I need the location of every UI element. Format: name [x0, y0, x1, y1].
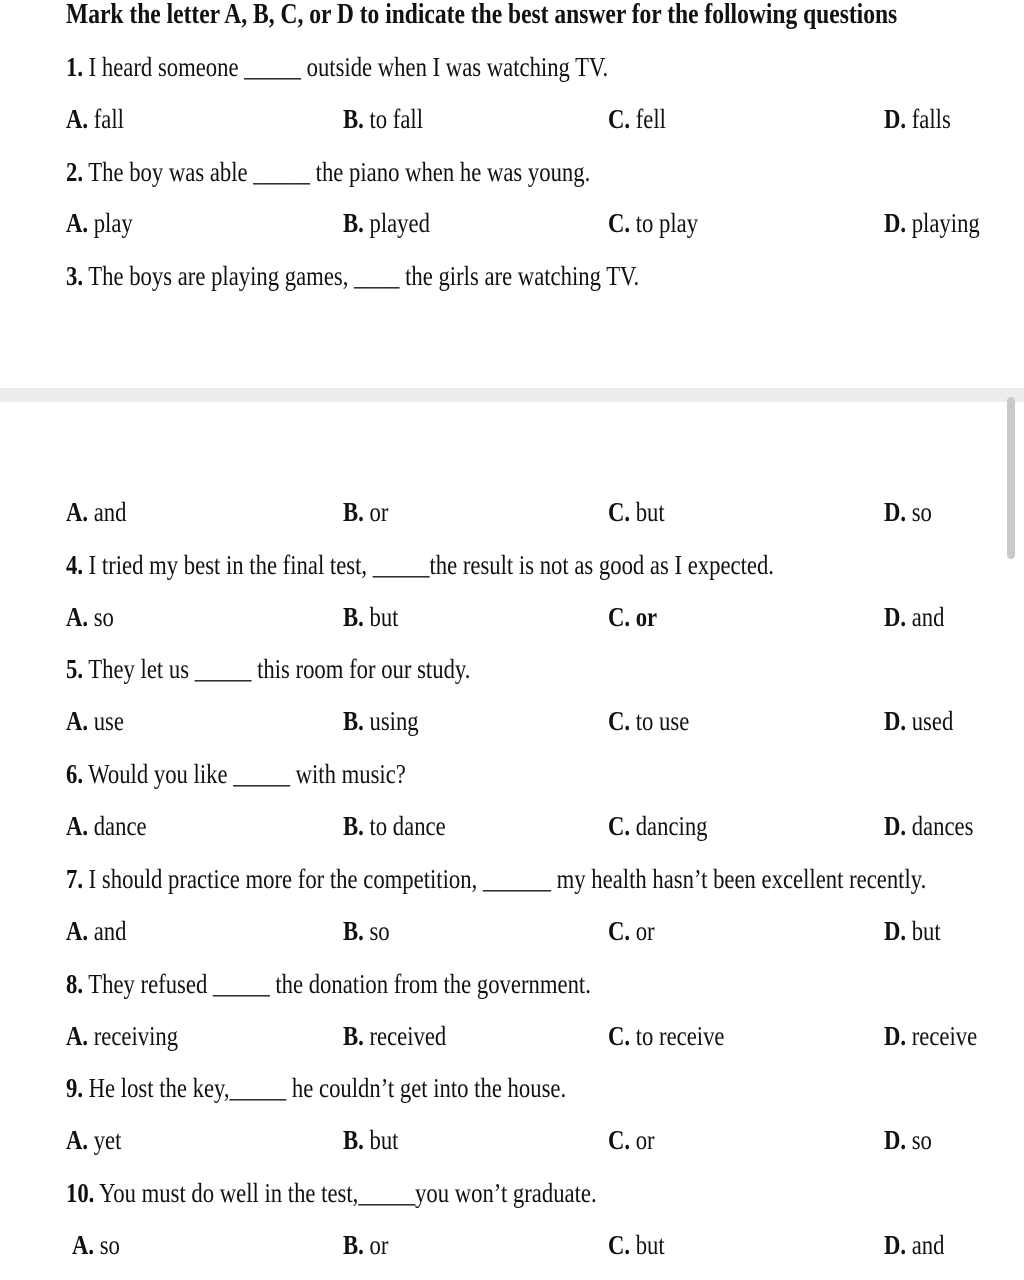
option-3b[interactable]: B. or — [343, 497, 389, 527]
option-10c[interactable]: C. but — [608, 1230, 665, 1260]
option-5d[interactable]: D. used — [884, 706, 954, 736]
question-6: 6. Would you like _____ with music? — [66, 759, 406, 789]
option-8c[interactable]: C. to receive — [608, 1021, 725, 1051]
option-2c[interactable]: C. to play — [608, 208, 699, 238]
option-1b[interactable]: B. to fall — [343, 104, 424, 134]
option-8b[interactable]: B. received — [343, 1021, 447, 1051]
option-4b[interactable]: B. but — [343, 602, 399, 632]
option-2d[interactable]: D. playing — [884, 208, 980, 238]
option-7b[interactable]: B. so — [343, 916, 390, 946]
option-10d[interactable]: D. and — [884, 1230, 945, 1260]
option-6a[interactable]: A. dance — [66, 811, 147, 841]
document-page-2 — [0, 402, 1024, 1280]
option-7c[interactable]: C. or — [608, 916, 655, 946]
option-9a[interactable]: A. yet — [66, 1125, 122, 1155]
question-7: 7. I should practice more for the competition, ______ my health hasn’t been excellent recently. — [66, 864, 927, 894]
question-1: 1. I heard someone _____ outside when I was watching TV. — [66, 52, 609, 82]
question-2: 2. The boy was able _____ the piano when he was young. — [66, 157, 591, 187]
option-7d[interactable]: D. but — [884, 916, 941, 946]
option-3c[interactable]: C. but — [608, 497, 665, 527]
option-5a[interactable]: A. use — [66, 706, 124, 736]
option-4d[interactable]: D. and — [884, 602, 945, 632]
option-4a[interactable]: A. so — [66, 602, 114, 632]
option-1d[interactable]: D. falls — [884, 104, 951, 134]
option-1c[interactable]: C. fell — [608, 104, 666, 134]
option-1a[interactable]: A. fall — [66, 104, 124, 134]
option-9c[interactable]: C. or — [608, 1125, 655, 1155]
option-3d[interactable]: D. so — [884, 497, 932, 527]
option-3a[interactable]: A. and — [66, 497, 127, 527]
option-7a[interactable]: A. and — [66, 916, 127, 946]
document-page-1 — [0, 0, 1024, 388]
option-10a[interactable]: A. so — [72, 1230, 120, 1260]
option-8d[interactable]: D. receive — [884, 1021, 978, 1051]
option-8a[interactable]: A. receiving — [66, 1021, 179, 1051]
option-6b[interactable]: B. to dance — [343, 811, 446, 841]
option-2a[interactable]: A. play — [66, 208, 133, 238]
question-8: 8. They refused _____ the donation from the government. — [66, 969, 591, 999]
option-5c[interactable]: C. to use — [608, 706, 690, 736]
option-10b[interactable]: B. or — [343, 1230, 389, 1260]
page-separator — [0, 388, 1024, 402]
scrollbar-thumb[interactable] — [1007, 397, 1015, 559]
option-2b[interactable]: B. played — [343, 208, 430, 238]
question-10: 10. You must do well in the test,_____you won’t graduate. — [66, 1178, 597, 1208]
option-4c[interactable]: C. or — [608, 602, 658, 632]
option-9d[interactable]: D. so — [884, 1125, 932, 1155]
question-5: 5. They let us _____ this room for our study. — [66, 654, 471, 684]
option-5b[interactable]: B. using — [343, 706, 419, 736]
question-3: 3. The boys are playing games, ____ the girls are watching TV. — [66, 261, 640, 291]
question-9: 9. He lost the key,_____ he couldn’t get into the house. — [66, 1073, 567, 1103]
option-6d[interactable]: D. dances — [884, 811, 974, 841]
question-4: 4. I tried my best in the final test, _____the result is not as good as I expected. — [66, 550, 774, 580]
option-6c[interactable]: C. dancing — [608, 811, 708, 841]
option-9b[interactable]: B. but — [343, 1125, 399, 1155]
instructions-title: Mark the letter A, B, C, or D to indicate the best answer for the following questions — [66, 0, 898, 30]
